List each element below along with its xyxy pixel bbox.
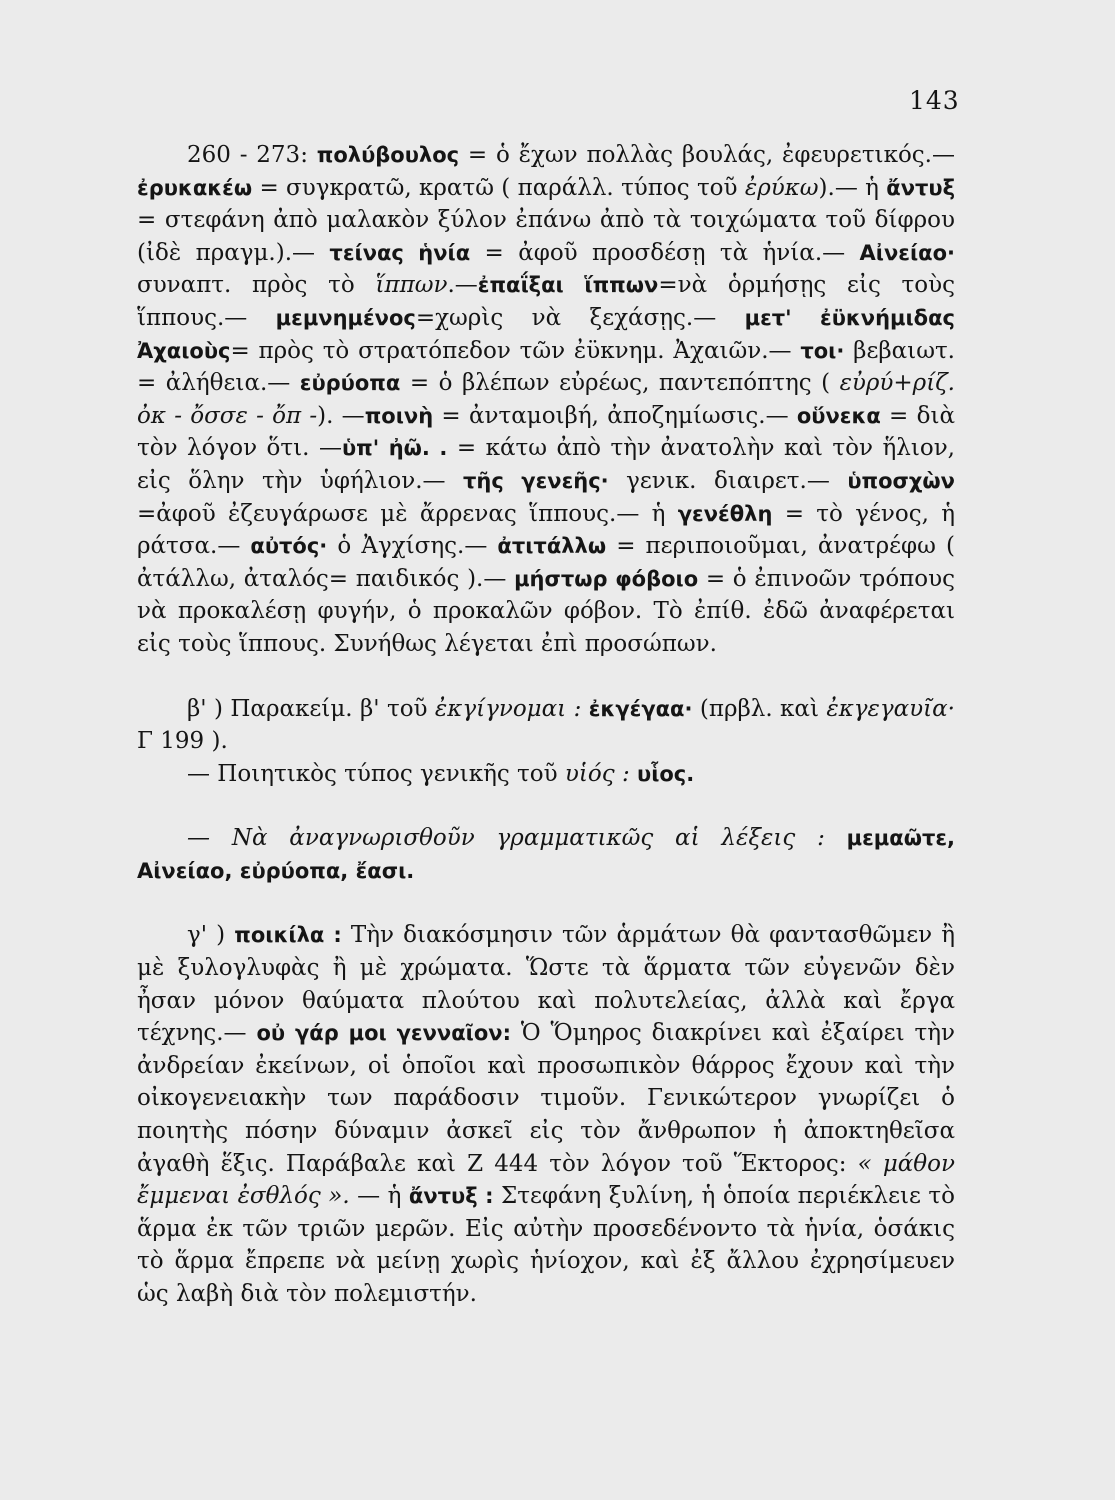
note-italic: υἱός : <box>564 760 630 787</box>
gloss: γενικ. διαιρετ.— <box>608 467 848 494</box>
term: εὐρύοπα <box>299 371 401 396</box>
gloss-italic: ἐρύκω <box>744 174 819 201</box>
note-text: (πρβλ. καὶ <box>692 695 827 722</box>
gloss: = διὰ τὸν λόγον ὅτι. — <box>137 402 955 462</box>
note-paragraph-b <box>137 693 955 758</box>
term: υἷος. <box>629 761 695 786</box>
gloss: = ὁ ἐπινοῶν τρόπους νὰ προκαλέσῃ φυγήν, ὁ προκαλῶν φόβον. Τὸ ἐπίθ. ἐδῶ ἀναφέρεται εἰς τοὺς ἵππους. Συνήθως λέγεται ἐπὶ προσώπων. <box>137 565 955 657</box>
exercise-words: μεμαῶτε, Αἰνείαο, εὐρύοπα, ἔασι. <box>137 826 956 883</box>
gloss: = συγκρατῶ, κρατῶ ( παράλλ. τύπος τοῦ <box>252 174 745 201</box>
page-number: 143 <box>909 86 960 115</box>
gloss: συναπτ. πρὸς τὸ <box>137 272 376 299</box>
exercise-paragraph <box>137 822 955 887</box>
gloss: = περιποιοῦμαι, ἀνατρέφω ( ἀτάλλω, ἀταλός= παιδικός ).— <box>137 533 955 592</box>
gloss: = ἀφοῦ προσδέσῃ τὰ ἡνία.— <box>470 239 860 266</box>
term: τοι· <box>800 338 845 363</box>
term: τῆς γενεῆς· <box>463 468 609 493</box>
term: ὑποσχὼν <box>847 468 955 493</box>
term: πολύβουλος <box>316 143 460 167</box>
note-text: γ' ) <box>187 922 235 949</box>
term: τείνας ἡνία <box>329 240 471 265</box>
term: ποικίλα : <box>234 923 342 948</box>
gloss: — <box>333 402 365 429</box>
note-text: Τὴν διακόσμησιν τῶν ἁρμάτων θὰ φαντασθῶμεν ἢ μὲ ξυλογλυφὰς ἢ μὲ χρώματα. Ὥστε τὰ ἅρματα τῶν εὐγενῶν δὲν ἦσαν μόνον θαύματα πλούτου καὶ πολυτελείας, ἀλλὰ καὶ ἔργα τέχνης.— <box>137 922 955 1047</box>
gloss: = ὁ βλέπων εὐρέως, παντεπόπτης ( <box>400 370 840 397</box>
gloss: = στεφάνη ἀπὸ μαλακὸν ξύλον ἐπάνω ἀπὸ τὰ τοιχώματα τοῦ δίφρου (ἰδὲ πραγμ.).— <box>137 207 955 266</box>
gloss: =ἀφοῦ ἐζευγάρωσε μὲ ἄρρενας ἵππους.— ἡ <box>137 500 678 527</box>
gloss: =χωρὶς νὰ ξεχάσῃς.— <box>415 304 745 331</box>
note-text: — Ποιητικὸς τύπος γενικῆς τοῦ <box>187 760 565 787</box>
term: Αἰνείαο· <box>859 240 955 265</box>
gloss: ).— ἡ <box>818 174 887 201</box>
term: μετ' ἐϋκνήμιδας Ἀχαιοὺς <box>137 305 955 363</box>
term: γενέθλη <box>677 501 773 526</box>
gloss: = πρὸς τὸ στρατόπεδον τῶν ἐϋκνημ. Ἀχαιῶν.— <box>230 337 801 364</box>
term: οὐ γάρ μοι γενναῖον: <box>256 1021 511 1046</box>
term: ἐρυκακέω <box>137 175 253 200</box>
term: ὑπ' ἠῶ. . <box>341 436 448 461</box>
gloss: = κάτω ἀπὸ τὴν ἀνατολὴν καὶ τὸν ἥλιον, εἰς ὅλην τὴν ὑφήλιον.— <box>137 435 955 494</box>
gloss-italic: εὐρύ+ρίζ. ὀκ - ὄσσε - ὄπ - <box>137 370 955 429</box>
note-italic: ἐκγεγαυῖα· <box>826 695 955 722</box>
commentary-paragraph-260-273 <box>137 139 955 661</box>
quotation: « μάθον ἔμμεναι ἐσθλός ». <box>137 1150 955 1210</box>
note-text: — ἡ <box>349 1183 409 1210</box>
gloss: = ὁ ἔχων πολλὰς βουλάς, ἐφευρετικός.— <box>459 142 955 168</box>
gloss: =νὰ ὁρμήσῃς εἰς τοὺς ἵππους.— <box>137 272 955 331</box>
gloss: ὁ Ἀγχίσης.— <box>327 533 498 560</box>
term: οὕνεκα <box>796 403 881 428</box>
term: ἄντυξ : <box>408 1184 494 1209</box>
note-paragraph-c <box>137 919 955 1310</box>
note-text: β' ) Παρακείμ. β' τοῦ <box>187 695 435 722</box>
line-range: 260 - 273: <box>187 142 317 168</box>
term: ποινὴ <box>364 403 434 428</box>
term: αὐτός· <box>250 534 328 559</box>
note-paragraph-genitive <box>137 758 955 791</box>
exercise-prompt: — Νὰ ἀναγνωρισθοῦν γραμματικῶς αἱ λέξεις : <box>187 825 825 852</box>
note-text: Στεφάνη ξυλίνη, ἡ ὁποία περιέκλειε τὸ ἅρμα ἐκ τῶν τριῶν μερῶν. Εἰς αὐτὴν προσεδένοντο τὰ ἡνία, ὁσάκις τὸ ἅρμα ἔπρεπε νὰ μείνῃ χωρὶς ἡνίοχον, καὶ ἐξ ἄλλου ἐχρησίμευεν ὡς λαβὴ διὰ τὸν πολεμιστήν. <box>137 1183 956 1307</box>
term: ἐπαΐξαι ἵππων <box>477 273 659 298</box>
note-text: Γ 199 ). <box>137 728 228 755</box>
term: μεμνημένος <box>275 305 416 330</box>
term: μήστωρ φόβοιο <box>514 566 699 591</box>
term: ἐκγέγαα· <box>581 696 693 721</box>
term: ἄντυξ <box>886 175 956 200</box>
gloss: .— <box>447 272 478 299</box>
gloss: βεβαιωτ. = ἀλήθεια.— <box>137 337 955 397</box>
gloss: = τὸ γένος, ἡ ράτσα.— <box>137 500 955 560</box>
note-text: Ὁ Ὅμηρος διακρίνει καὶ ἐξαίρει τὴν ἀνδρείαν ἐκείνων, οἱ ὁποῖοι καὶ προσωπικὸν θάρρος ἔχουν καὶ τὴν οἰκογενειακὴν των παράδοσιν τιμοῦν. Γενικώτερον γνωρίζει ὁ ποιητὴς πόσην δύναμιν ἀσκεῖ εἰς τὸν ἄνθρωπον ἡ ἀποκτηθεῖσα ἀγαθὴ ἕξις. Παράβαλε καὶ Ζ 444 τὸν λόγον τοῦ Ἕκτορος: <box>137 1020 955 1177</box>
gloss: = ἀνταμοιβή, ἀποζημίωσις.— <box>433 402 797 429</box>
body-text <box>137 139 955 1311</box>
term: ἀτιτάλλω <box>497 534 607 559</box>
gloss: ). <box>317 402 334 429</box>
gloss-italic: ἵππων <box>375 272 448 299</box>
note-italic: ἐκγίγνομαι : <box>434 695 582 722</box>
